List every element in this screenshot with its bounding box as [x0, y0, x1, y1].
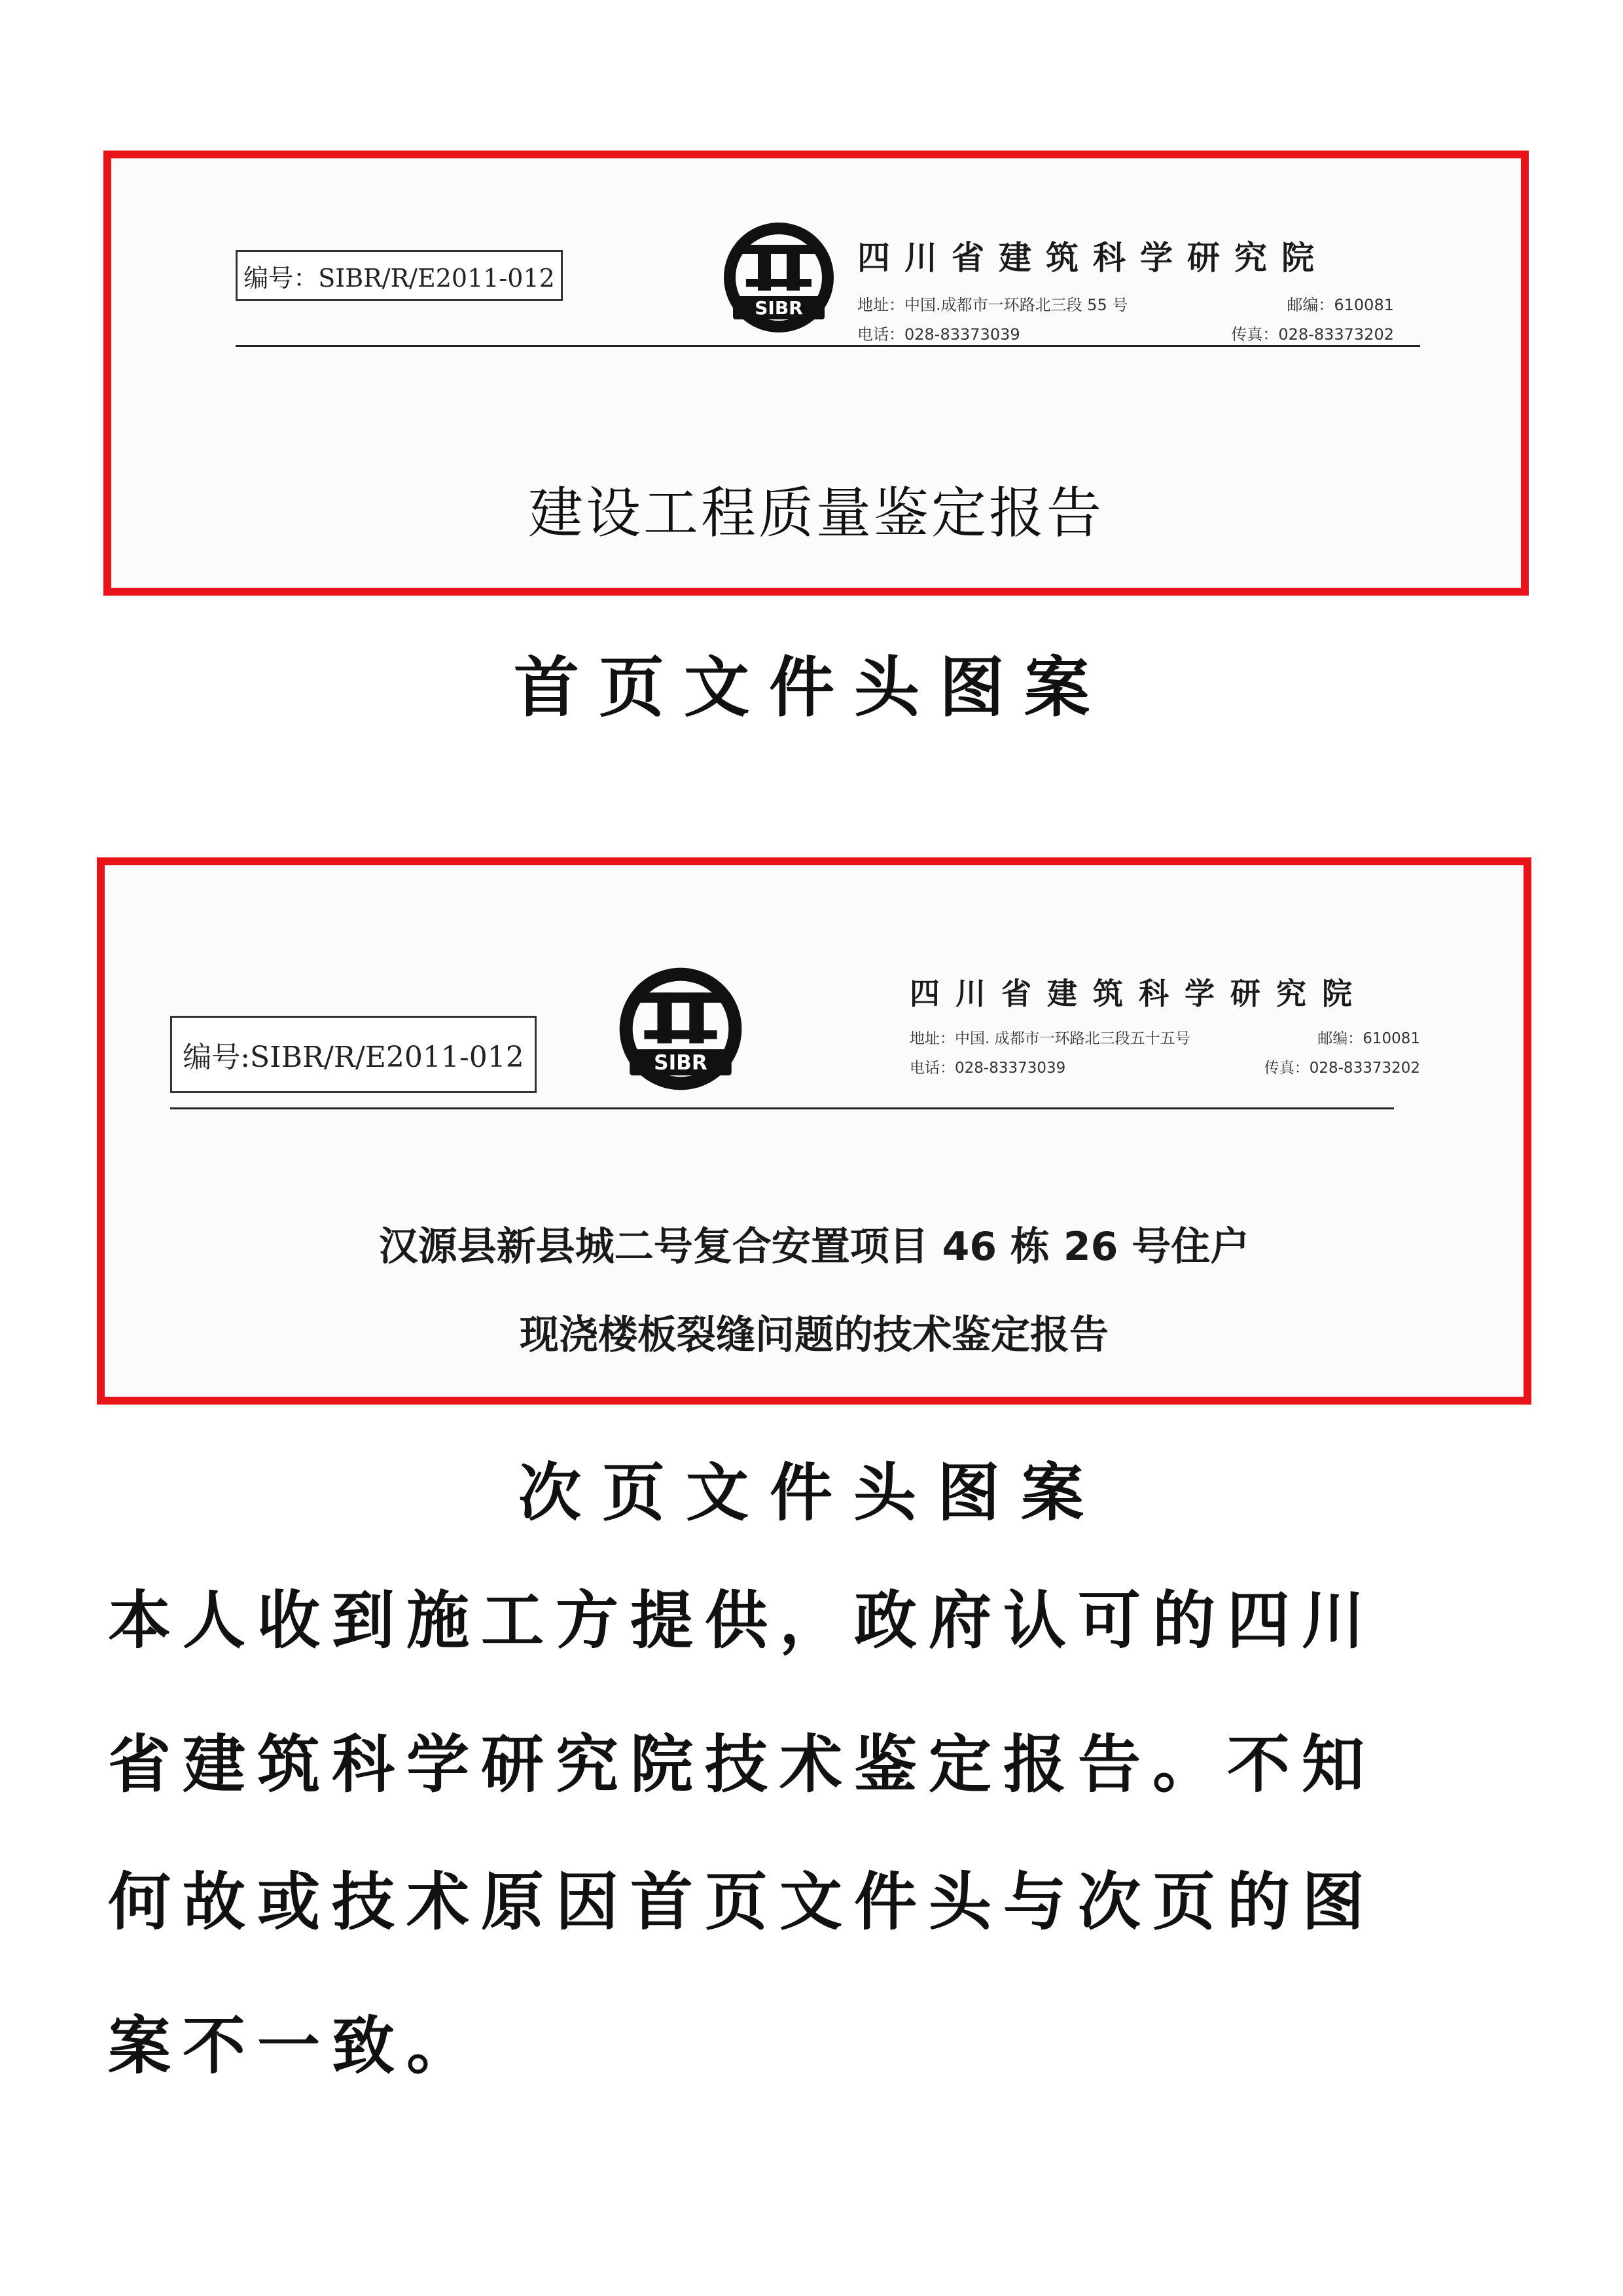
first-header-caption: 首页文件头图案 [514, 649, 1109, 726]
org-postcode: 邮编：610081 [1287, 296, 1394, 314]
org-phone: 电话：028-83373039 [857, 325, 1020, 344]
note-line-2: 省建筑科学研究院技术鉴定报告。不知 [108, 1727, 1376, 1801]
org-address: 地址：中国. 成都市一环路北三段五十五号 [910, 1030, 1190, 1047]
note-line-1: 本人收到施工方提供，政府认可的四川 [108, 1583, 1376, 1657]
second-header-caption: 次页文件头图案 [518, 1456, 1105, 1530]
logo-text: SIBR [755, 297, 803, 319]
report-code: 编号：SIBR/R/E2011-012 [243, 263, 555, 293]
report-code-box [236, 250, 563, 301]
header-divider [236, 345, 1420, 347]
report-code: 编号:SIBR/R/E2011-012 [183, 1041, 524, 1074]
report-title-line-2: 现浇楼板裂缝问题的技术鉴定报告 [520, 1312, 1109, 1358]
report-code-box [170, 1016, 537, 1093]
org-info [910, 970, 1420, 1077]
logo-text: SIBR [654, 1051, 707, 1075]
sibr-logo [720, 219, 838, 336]
org-phone: 电话：028-83373039 [910, 1060, 1066, 1077]
header-divider [170, 1107, 1394, 1109]
org-postcode: 邮编：610081 [1317, 1030, 1420, 1047]
org-fax: 传真：028-83373202 [1231, 325, 1394, 344]
org-name: 四川省建筑科学研究院 [857, 238, 1329, 277]
second-page-header-panel [97, 857, 1531, 1405]
note-line-4: 案不一致。 [108, 2009, 481, 2083]
note-line-3: 何故或技术原因首页文件头与次页的图 [108, 1865, 1376, 1939]
report-title: 建设工程质量鉴定报告 [527, 481, 1104, 545]
org-fax: 传真：028-83373202 [1264, 1060, 1420, 1077]
report-title-line-1: 汉源县新县城二号复合安置项目 46 栋 26 号住户 [378, 1224, 1250, 1270]
org-name: 四川省建筑科学研究院 [910, 976, 1368, 1011]
first-page-header-panel [103, 151, 1529, 596]
org-info [857, 232, 1394, 344]
sibr-logo [615, 963, 746, 1094]
org-address: 地址：中国.成都市一环路北三段 55 号 [857, 296, 1128, 314]
